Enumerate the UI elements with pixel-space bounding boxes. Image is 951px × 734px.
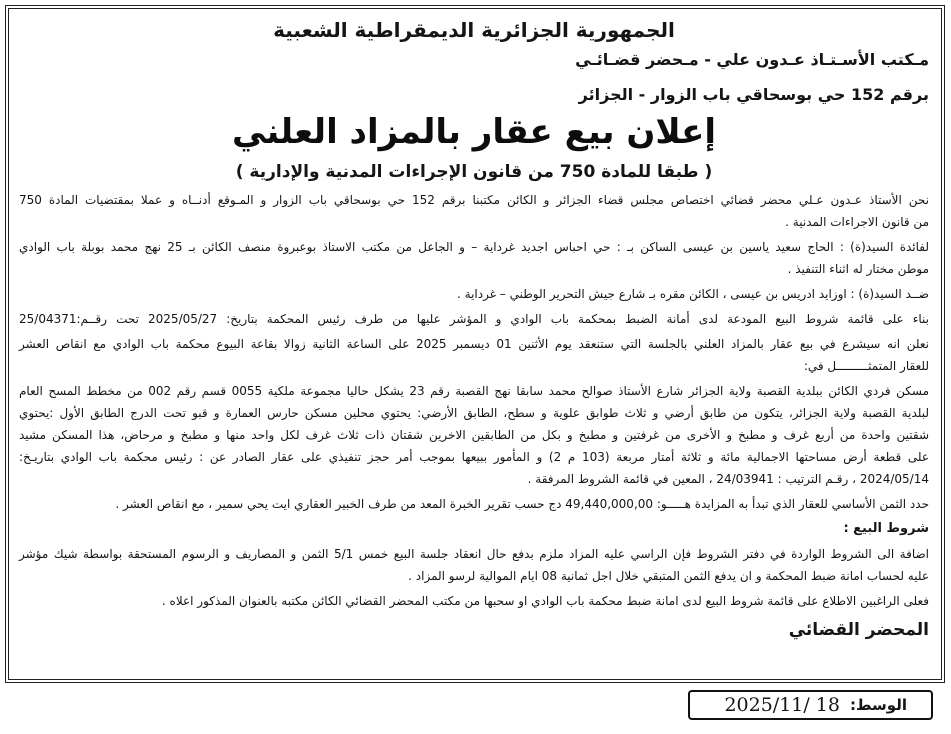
body-line: مسكن فردي الكائن ببلدية القصبة ولاية الجزائر شارع الأستاذ صوالح محمد سابقا نهج القصبة رقم 23 يشكل حاليا مجموعة ملكية 0055 قسم رقم 002 من مخطط المسح العام xyxy=(19,384,929,398)
office-name: مـكتب الأسـتـاذ عـدون علي - مـحضر قضـائـي xyxy=(575,50,929,69)
conditions-heading: شروط البيع : xyxy=(843,521,929,536)
body-line: على قطعة أرض مساحتها الاجمالية مائة و ثلاثة أمتار مربعة (103 م 2) و المأمور ببيعها بموجب أمر حجز تنفيذي على عقار الصادر عن : رئيس محكمة باب الوادي بتاريـخ: xyxy=(19,450,930,464)
publication-date: 2025/11/ 18 xyxy=(724,694,840,716)
notice-body xyxy=(19,189,929,644)
body-line: من قانون الاجراءات المدنية . xyxy=(785,215,929,229)
notice-content xyxy=(19,9,929,679)
conditions-line: عليه لحساب امانة ضبط المحكمة و ان يدفع الثمن المتبقي خلال اجل ثمانية 08 ايام الموالية لرسو المزاد . xyxy=(408,569,929,583)
property-paragraph xyxy=(19,380,929,490)
body-line: لفائدة السيد(ة) : الحاج سعيد ياسين بن عيسى الساكن بـ : حي احباس اجديد غرداية – و الجاعل من مكتب الاستاذ بوعبروة منصف الكائن بـ 25 نهج محمد بوبلة باب الوادي xyxy=(19,240,930,254)
body-line: شقتين واحدة من أربع غرف و مطبخ و الأخرى من غرفتين و مطبخ و بكل من الطابقين الاخرين شقتان ذات ثلاث غرف لكل واحد منها و مطبخ و مرحاض، هذا المسكن مشيد xyxy=(19,428,929,442)
office-address: برقم 152 حي بوسحاقي باب الزوار - الجزائر xyxy=(578,85,929,104)
consultation-paragraph xyxy=(19,590,929,612)
body-line: للعقار المتمثـــــــــل في: xyxy=(803,359,929,373)
publication-label: الوسط: xyxy=(850,696,907,714)
signature: المحضر القضائي xyxy=(788,620,929,640)
body-line: نعلن انه سيشرع في بيع عقار بالمزاد العلني بالجلسة التي ستنعقد يوم الأثنين 01 ديسمبر 2025 على الساعة الثانية زوالا بقاعة البيوع محكمة باب الوادي مع انقاص العشر xyxy=(19,337,929,351)
body-line: موطن مختار له اثناء التنفيذ . xyxy=(787,262,929,276)
auction-notice xyxy=(5,5,945,683)
body-line: نحن الأستاذ عـدون عـلي محضر قضائي اختصاص مجلس قضاء الجزائر و الكائن مكتبنا برقم 152 حي بوسحاقي باب الزوار و المـوقع أدنــاه و عملا بمقتضيات المادة 750 xyxy=(19,193,929,207)
price-paragraph xyxy=(19,493,929,515)
announcement-paragraph xyxy=(19,333,929,377)
republic-heading: الجمهورية الجزائرية الديمقراطية الشعبية xyxy=(273,18,675,42)
body-line: ضــد السيد(ة) : اوزايد ادريس بن عيسى ، الكائن مقره بـ شارع جيش التحرير الوطني – غرداية . xyxy=(457,287,929,301)
conditions-heading-block xyxy=(19,518,929,540)
body-line: 2024/05/14 ، رقـم الترتيب : 24/03941 ، المعين في قائمة الشروط المرفقة . xyxy=(527,472,929,486)
conditions-line: فعلى الراغبين الاطلاع على قائمة شروط البيع لدى امانة ضبط محكمة باب الوادي او سحبها من مكتب المحضر القضائي الكائن مكتبه بالعنوان المذكور اعلاه . xyxy=(161,594,929,608)
body-line: بناء على قائمة شروط البيع المودعة لدى أمانة الضبط بمحكمة باب الوادي و المؤشر عليها من طرف رئيس المحكمة بتاريخ: 2025/05/27 تحت رقــم:25/04371 xyxy=(19,312,930,326)
conditions-line: اضافة الى الشروط الواردة في دفتر الشروط فإن الراسي عليه المزاد ملزم بدفع حال انعقاد جلسة البيع خمس 5/1 الثمن و المصاريف و الرسوم المستحقة بواسطة شيك مؤشر xyxy=(19,547,929,561)
body-line: حدد الثمن الأساسي للعقار الذي تبدأ به المزايدة هـــــو: 49,440,000,00 دج حسب تقرير الخبرة المعد من طرف الخبير العقاري ايت يحي سمير ، مع انقاص العشر . xyxy=(115,497,929,511)
defendant-paragraph xyxy=(19,283,929,305)
basis-paragraph xyxy=(19,308,929,330)
conditions-paragraph xyxy=(19,543,929,587)
publication-stamp xyxy=(688,690,933,720)
notice-subtitle: ( طبقا للمادة 750 من قانون الإجراءات المدنية والإدارية ) xyxy=(235,162,713,182)
notice-title: إعلان بيع عقار بالمزاد العلني xyxy=(231,112,717,152)
body-line: لبلدية القصبة ولاية الجزائر، يتكون من طابق أرضي و ثلاث طوابق علوية و سطح، الطابق الأرضي: يحتوي محلين مسكن حارس العمارة و قبو تحت الدرج الطابق الأول :يحتوي xyxy=(19,406,929,420)
intro-paragraph xyxy=(19,189,929,233)
beneficiary-paragraph xyxy=(19,236,929,280)
